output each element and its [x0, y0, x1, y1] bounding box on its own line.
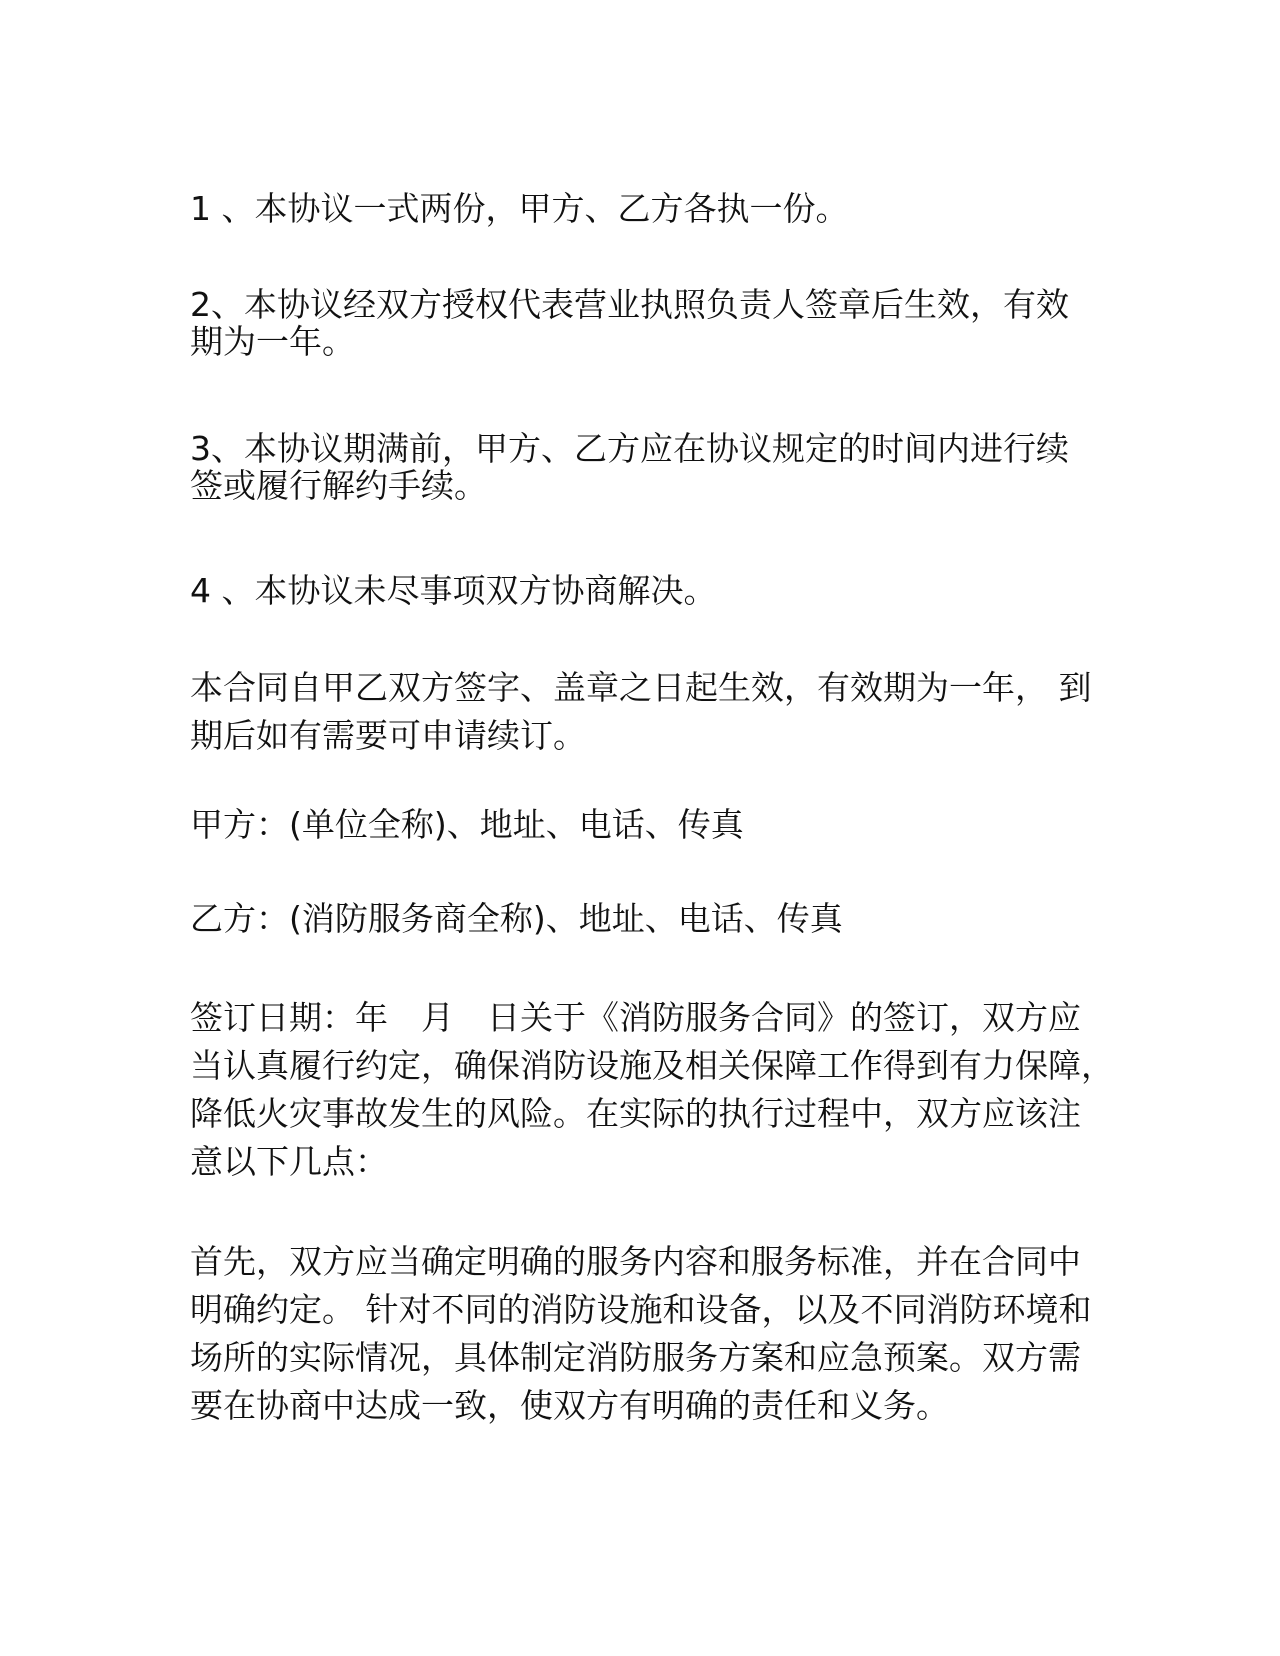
signing-date-paragraph [190, 994, 1114, 1186]
text-line: 2、本协议经双方授权代表营业执照负责人签章后生效，有效 [190, 285, 1069, 324]
text-line: 3、本协议期满前，甲方、乙方应在协议规定的时间内进行续 [190, 429, 1069, 468]
text-line: 降低火灾事故发生的风险。在实际的执行过程中，双方应该注 [190, 1094, 1081, 1133]
text-line: 意以下几点： [190, 1142, 388, 1181]
clause-2 [190, 286, 1090, 360]
text-line: 当认真履行约定，确保消防设施及相关保障工作得到有力保障， [190, 1046, 1114, 1085]
party-b-line [190, 900, 1090, 937]
text-line: 签或履行解约手续。 [190, 466, 487, 505]
text-line: 首先，双方应当确定明确的服务内容和服务标准，并在合同中 [190, 1242, 1081, 1281]
text-line: 签订日期：年 月 日关于《消防服务合同》的签订，双方应 [190, 998, 1081, 1037]
clause-3 [190, 430, 1090, 504]
text-line: 明确约定。 针对不同的消防设施和设备，以及不同消防环境和 [190, 1290, 1092, 1329]
text-line: 期为一年。 [190, 322, 355, 361]
text-line: 场所的实际情况，具体制定消防服务方案和应急预案。双方需 [190, 1338, 1081, 1377]
party-a-line [190, 806, 1090, 843]
text-line: 本合同自甲乙双方签字、盖章之日起生效，有效期为一年， 到 [190, 668, 1092, 707]
text-line: 乙方：(消防服务商全称)、地址、电话、传真 [190, 899, 843, 938]
text-line: 1 、本协议一式两份，甲方、乙方各执一份。 [190, 189, 849, 228]
clause-4 [190, 572, 1090, 609]
text-line: 期后如有需要可申请续订。 [190, 716, 586, 755]
text-line: 甲方：(单位全称)、地址、电话、传真 [190, 805, 744, 844]
effective-paragraph [190, 664, 1090, 760]
text-line: 4 、本协议未尽事项双方协商解决。 [190, 571, 717, 610]
clause-1 [190, 190, 1090, 227]
text-line: 要在协商中达成一致，使双方有明确的责任和义务。 [190, 1386, 949, 1425]
first-point-paragraph [190, 1238, 1090, 1430]
